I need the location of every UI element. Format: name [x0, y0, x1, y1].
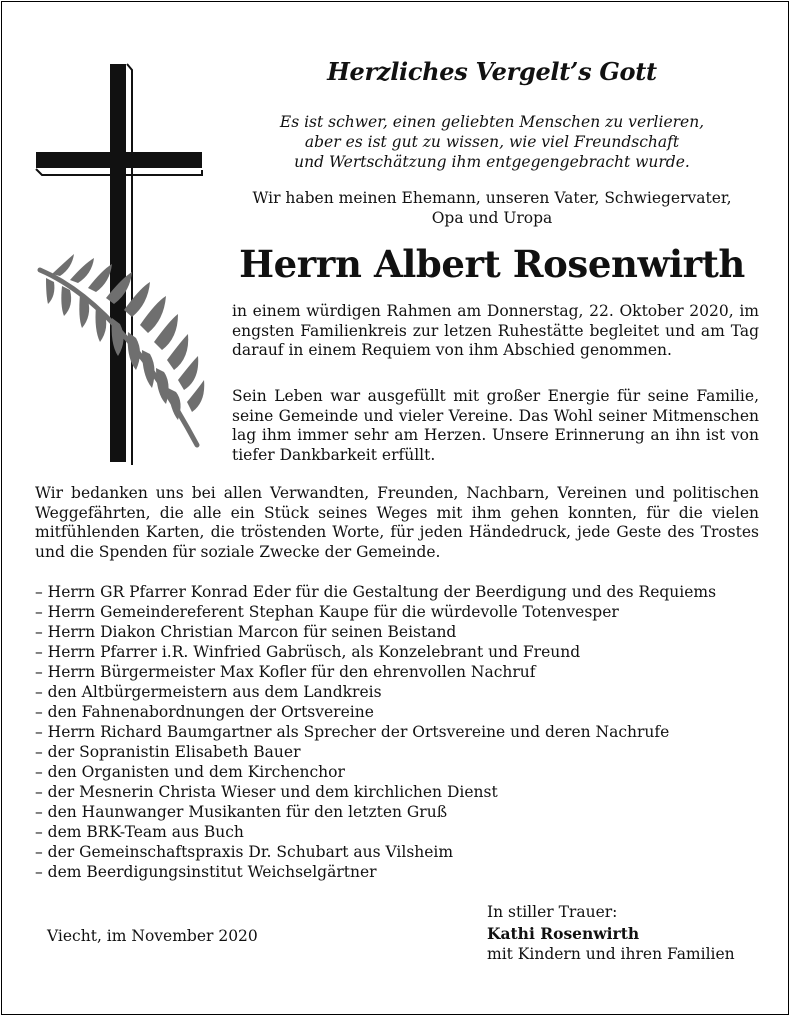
list-item: – der Gemeinschaftspraxis Dr. Schubart aus Vilsheim	[35, 843, 454, 861]
cross-icon	[32, 60, 212, 465]
page-title: Herzliches Vergelt’s Gott	[327, 57, 657, 86]
paragraph-life: Sein Leben war ausgefüllt mit großer Energie für seine Familie, seine Gemeinde und vieler Vereine. Das Wohl seiner Mitmenschen lag ihm immer sehr am Herzen. Unsere Erinnerung an ihn ist von tiefer Dankbarkeit erfüllt.	[232, 387, 759, 464]
list-item: – dem BRK-Team aus Buch	[35, 823, 244, 841]
intro-line: Wir haben meinen Ehemann, unseren Vater, Schwiegervater,	[252, 189, 732, 207]
list-item: – den Altbürgermeistern aus dem Landkreis	[35, 683, 382, 701]
family-line: mit Kindern und ihren Familien	[487, 945, 735, 963]
list-item: – der Sopranistin Elisabeth Bauer	[35, 743, 301, 761]
signer-name: Kathi Rosenwirth	[487, 924, 640, 943]
mourning-label: In stiller Trauer:	[487, 903, 618, 921]
list-item: – den Organisten und dem Kirchenchor	[35, 763, 345, 781]
list-item: – der Mesnerin Christa Wieser und dem kirchlichen Dienst	[35, 783, 498, 801]
list-item: – Herrn Pfarrer i.R. Winfried Gabrüsch, als Konzelebrant und Freund	[35, 643, 581, 661]
deceased-name: Herrn Albert Rosenwirth	[239, 242, 745, 286]
quote-line: Es ist schwer, einen geliebten Menschen zu verlieren,	[279, 113, 705, 131]
intro-text	[232, 188, 752, 228]
list-item: – Herrn Diakon Christian Marcon für seinen Beistand	[35, 623, 457, 641]
mourners-block	[487, 902, 735, 965]
quote-line: aber es ist gut zu wissen, wie viel Freundschaft	[304, 133, 680, 151]
obituary-notice	[1, 1, 789, 1015]
list-item: – Herrn Richard Baumgartner als Sprecher der Ortsvereine und deren Nachrufe	[35, 723, 670, 741]
list-item: – Herrn GR Pfarrer Konrad Eder für die Gestaltung der Beerdigung und des Requiems	[35, 583, 717, 601]
place-date: Viecht, im November 2020	[47, 927, 258, 945]
intro-line: Opa und Uropa	[431, 209, 553, 227]
list-item: – den Haunwanger Musikanten für den letzten Gruß	[35, 803, 448, 821]
paragraph-thanks: Wir bedanken uns bei allen Verwandten, Freunden, Nachbarn, Vereinen und politischen Weggefährten, die alle ein Stück seines Weges mit ihm gehen konnten, für die vielen mitfühlenden Karten, die tröstenden Worte, für jeden Händedruck, jede Geste des Trostes und die Spenden für soziale Zwecke der Gemeinde.	[35, 484, 759, 561]
list-item: – Herrn Bürgermeister Max Kofler für den ehrenvollen Nachruf	[35, 663, 536, 681]
quote-line: und Wertschätzung ihm entgegengebracht wurde.	[294, 153, 690, 171]
list-item: – den Fahnenabordnungen der Ortsvereine	[35, 703, 374, 721]
quote	[232, 112, 752, 172]
paragraph-ceremony: in einem würdigen Rahmen am Donnerstag, 22. Oktober 2020, im engsten Familienkreis zur letzen Ruhestätte begleitet und am Tag darauf in einem Requiem von ihm Abschied genommen.	[232, 302, 759, 359]
thanks-list	[35, 582, 716, 882]
list-item: – dem Beerdigungsinstitut Weichselgärtner	[35, 863, 377, 881]
list-item: – Herrn Gemeindereferent Stephan Kaupe für die würdevolle Totenvesper	[35, 603, 619, 621]
